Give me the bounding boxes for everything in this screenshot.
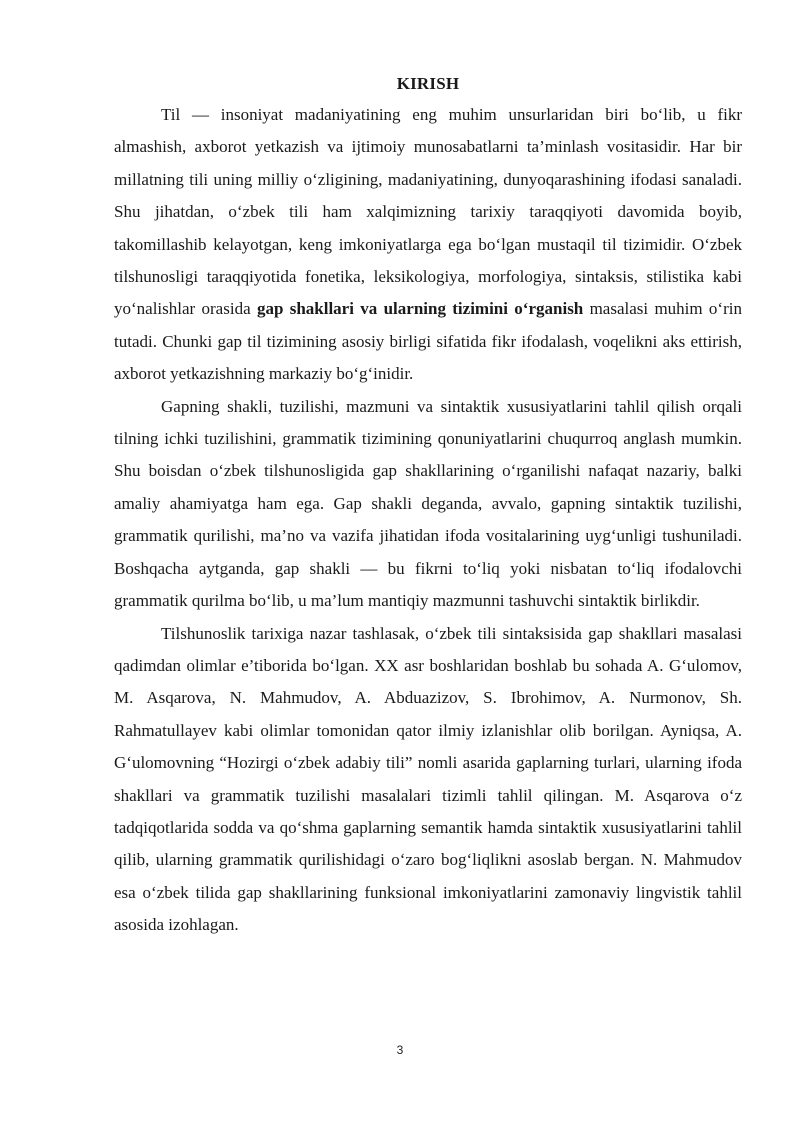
paragraph-1-bold-phrase: gap shakllari va ularning tizimini o‘rganish xyxy=(256,299,584,319)
page-number: 3 xyxy=(396,1043,404,1057)
paragraph-1-text-start: Til — insoniyat madaniyatining eng muhim unsurlaridan biri bo‘lib, u fikr almashish, axborot yetkazish va ijtimoiy munosabatlarni ta’minlash vositasidir. Har bir millatning tili uning milliy o‘zligining, madaniyatining, dunyoqarashining ifodasi sanaladi. Shu jihatdan, o‘zbek tili ham xalqimizning tarixiy taraqqiyoti davomida boyib, takomillashib kelayotgan, keng imkoniyatlarga ega bo‘lgan mustaqil til tizimidir. O‘zbek tilshunosligi taraqqiyotida fonetika, leksikologiya, morfologiya, sintaksis, stilistika kabi yo‘nalishlar orasida xyxy=(114,105,742,319)
document-page xyxy=(114,74,742,942)
page-title: KIRISH xyxy=(396,74,460,93)
paragraph-2: Gapning shakli, tuzilishi, mazmuni va sintaktik xususiyatlarini tahlil qilish orqali tilning ichki tuzilishini, grammatik tizimining qonuniyatlarini chuqurroq anglash mumkin. Shu boisdan o‘zbek tilshunosligida gap shakllarining o‘rganilishi nafaqat nazariy, balki amaliy ahamiyatga ham ega. Gap shakli deganda, avvalo, gapning sintaktik tuzilishi, grammatik qurilishi, ma’no va vazifa jihatidan ifoda vositalarining uyg‘unligi tushuniladi. Boshqacha aytganda, gap shakli — bu fikrni to‘liq yoki nisbatan to‘liq ifodalovchi grammatik qurilma bo‘lib, u ma’lum mantiqiy mazmunni tashuvchi sintaktik birlikdir. xyxy=(114,396,742,611)
paragraph-1-text-end: masalasi muhim o‘rin tutadi. Chunki gap til tizimining asosiy birligi sifatida fikr ifodalash, voqelikni aks ettirish, axborot yetkazishning markaziy bo‘g‘inidir. xyxy=(114,299,742,384)
paragraph-1 xyxy=(114,99,742,391)
paragraph-3: Tilshunoslik tarixiga nazar tashlasak, o‘zbek tili sintaksisida gap shakllari masalasi qadimdan olimlar e’tiborida bo‘lgan. XX asr boshlaridan boshlab bu sohada A. G‘ulomov, M. Asqarova, N. Mahmudov, A. Abduazizov, S. Ibrohimov, A. Nurmonov, Sh. Rahmatullayev kabi olimlar tomonidan qator ilmiy izlanishlar olib borilgan. Ayniqsa, A. G‘ulomovning “Hozirgi o‘zbek adabiy tili” nomli asarida gaplarning turlari, ularning ifoda shakllari va grammatik tuzilishi masalalari tizimli tahlil qilingan. M. Asqarova o‘z tadqiqotlarida sodda va qo‘shma gaplarning semantik hamda sintaktik xususiyatlarini tahlil qilib, ularning grammatik qurilishidagi o‘zaro bog‘liqlikni asoslab bergan. N. Mahmudov esa o‘zbek tilida gap shakllarining funksional imkoniyatlarini zamonaviy lingvistik tahlil asosida izohlagan. xyxy=(114,623,742,935)
